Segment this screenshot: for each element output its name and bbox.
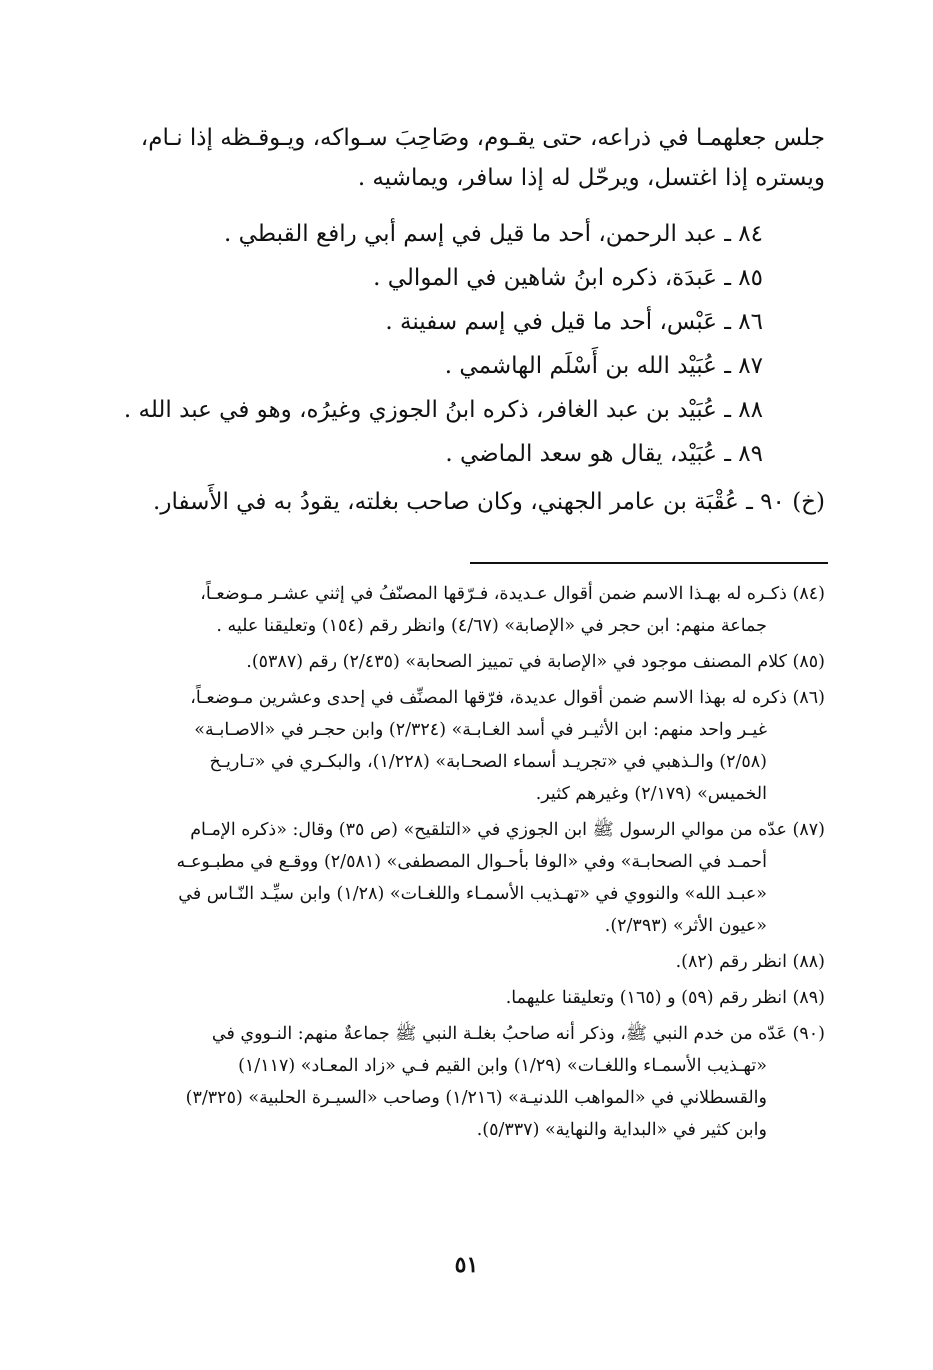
entry-89: ٨٩ ـ عُبَيْد، يقال هو سعد الماضي .	[445, 441, 763, 467]
footnote-85	[98, 646, 825, 678]
footnote-line: جماعة منهم: ابن حجر في «الإصابة» (٤/٦٧) وانظر رقم (١٥٤) وتعليقنا عليه .	[216, 616, 767, 636]
footnote-divider	[470, 562, 828, 564]
footnote-88	[98, 946, 825, 978]
footnote-line: (٢/٥٨) والـذهبي في «تجريـد أسماء الصحـابة» (١/٢٢٨)، والبكـري في «تـاريـخ	[209, 752, 767, 772]
footnote-87	[98, 814, 825, 942]
footnote-line: «عيون الأثر» (٢/٣٩٣).	[604, 916, 767, 936]
footnote-line: الخميس» (٢/١٧٩) وغيرهم كثير.	[535, 784, 767, 804]
footnotes	[98, 578, 825, 1150]
footnote-line: (٨٨) انظر رقم (٨٢).	[675, 952, 825, 972]
footnote-line: (٩٠) عَدّه من خدم النبي ﷺ، وذكر أنه صاحبُ بغلـة النبي ﷺ جماعةٌ منهم: النـووي في	[211, 1024, 825, 1044]
footnote-90	[98, 1018, 825, 1146]
entry-84: ٨٤ ـ عبد الرحمن، أحد ما قيل في إسم أبي رافع القبطي .	[224, 221, 763, 247]
footnote-line: (٨٧) عدّه من موالي الرسول ﷺ ابن الجوزي في «التلقيح» (ص ٣٥) وقال: «ذكره الإمـام	[190, 820, 825, 840]
page-number: ٥١	[454, 1252, 479, 1278]
footnote-86	[98, 682, 825, 810]
footnote-line: (٨٦) ذكره له بهذا الاسم ضمن أقوال عديدة، فرّقها المصنِّف في إحدى وعشرين مـوضعـاً،	[190, 688, 825, 708]
entry-90: (خ) ٩٠ ـ عُقْبَة بن عامر الجهني، وكان صاحب بغلته، يقودُ به في الأَسفار.	[153, 489, 825, 515]
footnote-line: (٨٤) ذكـره له بهـذا الاسم ضمن أقوال عـديدة، فـرّقها المصنّفُ في إثني عشـر مـوضعـاً،	[200, 584, 825, 604]
entry-87: ٨٧ ـ عُبَيْد الله بن أَسْلَم الهاشمي .	[444, 353, 763, 379]
entry-list	[98, 212, 825, 524]
footnote-line: «عبـد الله» والنووي في «تهـذيب الأسمـاء واللغـات» (١/٢٨) وابن سيِّـد النّـاس في	[178, 884, 767, 904]
main-text	[98, 118, 825, 524]
footnote-line: غيـر واحد منهم: ابن الأثيـر في أسد الغـابـة» (٢/٣٢٤) وابن حجـر في «الاصـابـة»	[194, 720, 767, 740]
footnote-line: (٨٩) انظر رقم (٥٩) و (١٦٥) وتعليقنا عليهما.	[505, 988, 825, 1008]
footnote-line: وابن كثير في «البداية والنهاية» (٥/٣٣٧).	[476, 1120, 767, 1140]
text-line: ويستره إذا اغتسل، ويرحّل له إذا سافر، ويماشيه .	[357, 165, 825, 191]
footnote-84	[98, 578, 825, 642]
entry-85: ٨٥ ـ عَبدَة، ذكره ابنُ شاهين في الموالي .	[373, 265, 763, 291]
text-line: جلس جعلهمـا في ذراعه، حتى يقـوم، وصَاحِبَ سـواكه، ويـوقـظه إذا نـام،	[140, 125, 825, 151]
footnote-89	[98, 982, 825, 1014]
footnote-line: أحمـد في الصحابـة» وفي «الوفا بأحـوال المصطفى» (٢/٥٨١) ووقـع في مطبـوعـه	[176, 852, 767, 872]
footnote-line: والقسطلاني في «المواهب اللدنيـة» (١/٢١٦) وصاحب «السيـرة الحلبية» (٣/٣٢٥)	[185, 1088, 767, 1108]
footnote-line: «تهـذيب الأسمـاء واللغـات» (١/٢٩) وابن القيم فـي «زاد المعـاد» (١/١١٧)	[238, 1056, 767, 1076]
entry-86: ٨٦ ـ عَبْس، أحد ما قيل في إسم سفينة .	[385, 309, 763, 335]
intro-paragraph	[98, 118, 825, 198]
footnote-line: (٨٥) كلام المصنف موجود في «الإصابة في تمييز الصحابة» (٢/٤٣٥) رقم (٥٣٨٧).	[246, 652, 825, 672]
entry-88: ٨٨ ـ عُبَيْد بن عبد الغافر، ذكره ابنُ الجوزي وغيرُه، وهو في عبد الله .	[123, 397, 763, 423]
